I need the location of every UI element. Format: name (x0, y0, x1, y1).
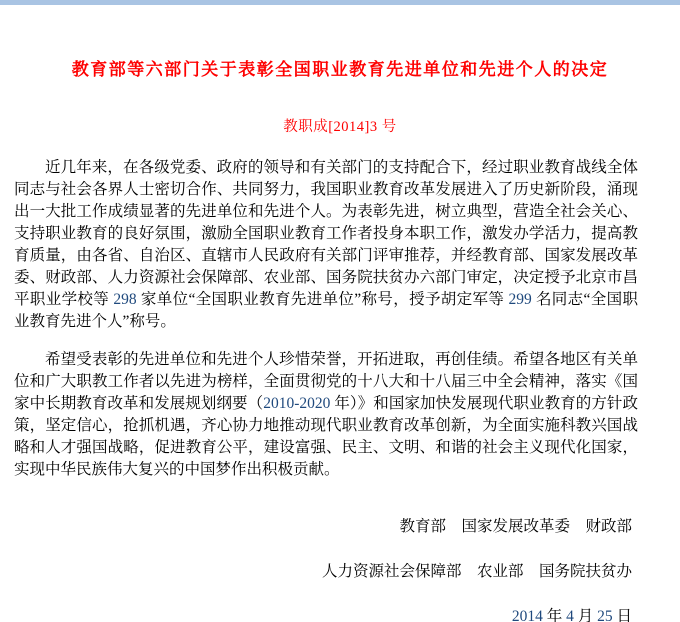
paragraph-intro-commendation: 近几年来，在各级党委、政府的领导和有关部门的支持配合下，经过职业教育战线全体同志与社会各界人士密切合作、共同努力，我国职业教育改革发展进入了历史新阶段，涌现出一大批工作成绩显著的先进单位和先进个人。为表彰先进，树立典型，营造全社会关心、支持职业教育的良好氛围，激励全国职业教育工作者投身本职工作，激发办学活力，提高教育质量，由各省、自治区、直辖市人民政府有关部门评审推荐，并经教育部、国家发展改革委、财政部、人力资源社会保障部、农业部、国务院扶贫办六部门审定，决定授予北京市昌平职业学校等 298 家单位“全国职业教育先进单位”称号，授予胡定军等 299 名同志“全国职业教育先进个人”称号。 (14, 159, 638, 330)
document-date: 2014 年 4 月 25 日 (511, 608, 632, 622)
document-title: 教育部等六部门关于表彰全国职业教育先进单位和先进个人的决定 (71, 60, 609, 79)
paragraph-expectations: 希望受表彰的先进单位和先进个人珍惜荣誉，开拓进取，再创佳绩。希望各地区有关单位和广大职教工作者以先进为榜样，全面贯彻党的十八大和十八届三中全会精神，落实《国家中长期教育改革和发展规划纲要（2010-2020 年）》和国家加快发展现代职业教育的方针政策，坚定信心，抢抓机遇，齐心协力地推动现代职业教育改革创新，为全面实施科教兴国战略和人才强国战略，促进教育公平，建设富强、民主、文明、和谐的社会主义现代化国家，实现中华民族伟大复兴的中国梦作出积极贡献。 (14, 351, 638, 478)
top-border-bar (0, 0, 680, 5)
document-body (0, 157, 680, 481)
signature-block (0, 516, 680, 622)
document-number: 教职成[2014]3 号 (283, 119, 397, 135)
signature-line-ministries-1: 教育部 国家发展改革委 财政部 (399, 518, 632, 535)
signature-line-ministries-2: 人力资源社会保障部 农业部 国务院扶贫办 (321, 563, 632, 580)
